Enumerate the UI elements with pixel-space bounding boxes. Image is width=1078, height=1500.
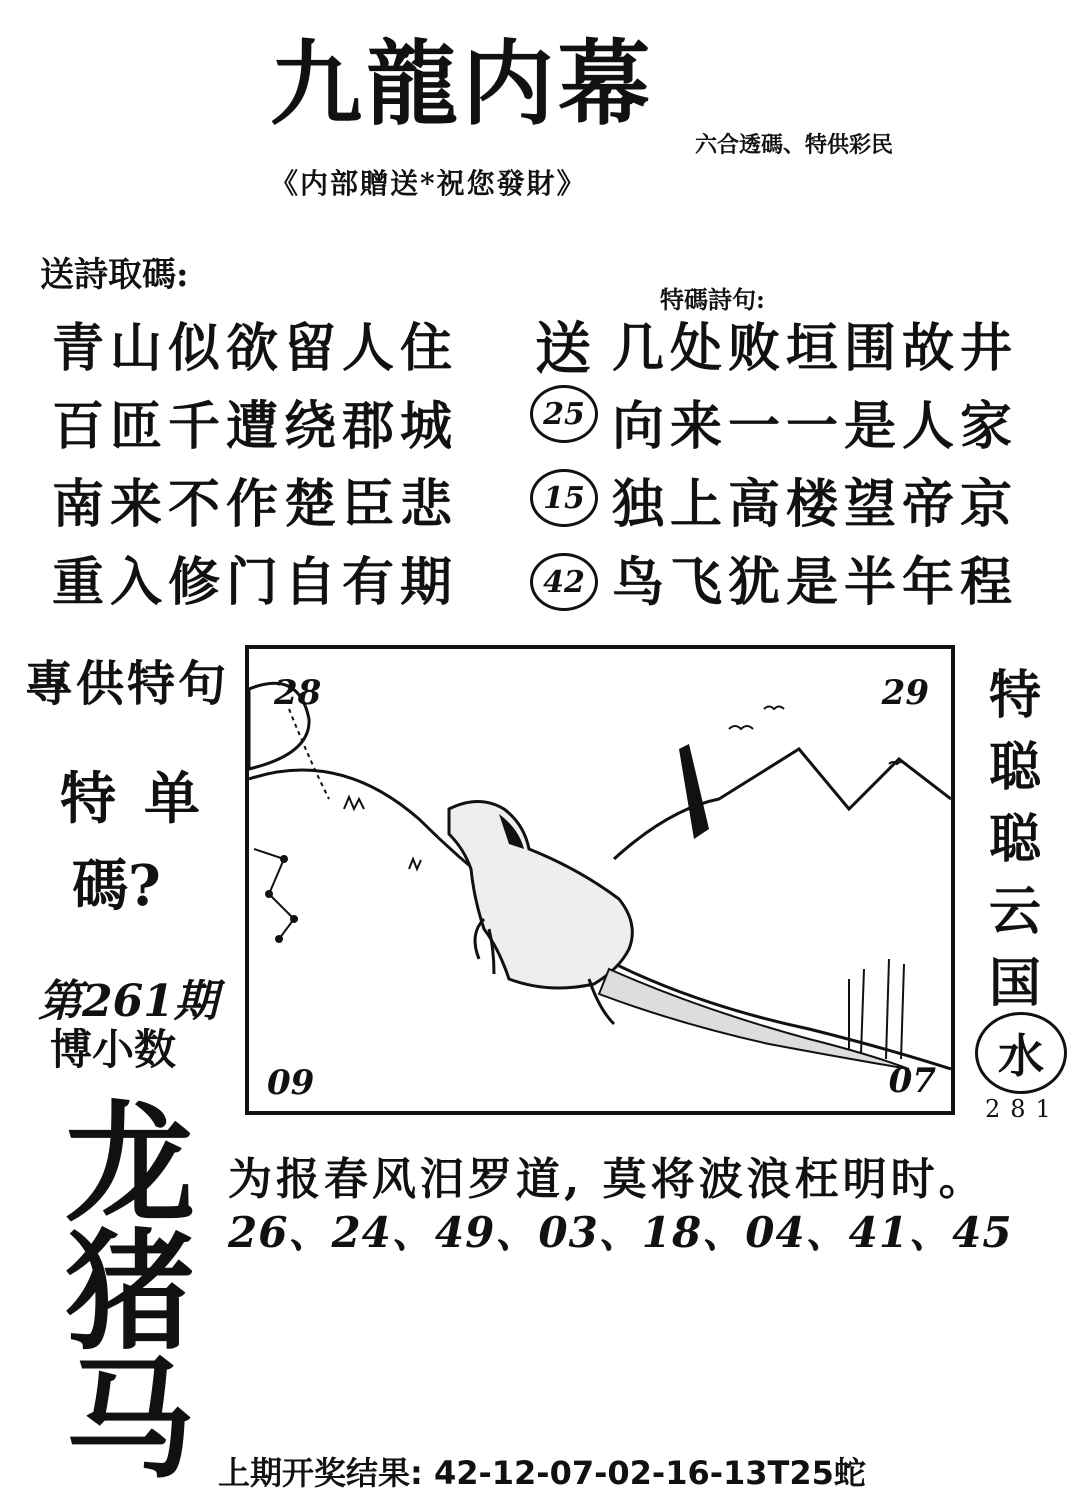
poem-line: 百匝千遭绕郡城: [52, 396, 459, 457]
zodiac-chars: [50, 1087, 210, 1496]
circled-numbers: [530, 385, 598, 637]
poem-line: 南来不作楚臣悲: [52, 474, 459, 535]
header-subtitle: 《内部贈送*祝您發財》: [270, 167, 587, 200]
circled-number: 42: [530, 553, 598, 611]
corner-number: 09: [267, 1063, 315, 1103]
circled-number: 15: [530, 469, 598, 527]
special-line-2: 特单: [60, 766, 228, 832]
zodiac-char: 猪: [64, 1215, 195, 1368]
circled-number: 25: [530, 385, 598, 443]
poem-left: [52, 310, 458, 622]
corner-number: 28: [274, 673, 322, 713]
side-char: 国: [988, 953, 1041, 1014]
clue-line: 鸟飞犹是半年程: [612, 552, 1019, 613]
poem-line: 青山似欲留人住: [52, 318, 459, 379]
poem-heading: 送詩取碼:: [40, 255, 189, 295]
corner-number: 07: [888, 1061, 936, 1101]
side-char: 云: [988, 881, 1041, 942]
corner-number: 29: [881, 673, 929, 713]
zodiac-char: 马: [64, 1343, 195, 1496]
page-title: 九龍内幕: [270, 30, 655, 138]
special-line-3: 碼?: [72, 853, 161, 919]
clue-line: 向来一一是人家: [612, 396, 1019, 457]
number-list: 26、24、49、03、18、04、41、45: [228, 1208, 1013, 1257]
special-heading: 專供特句: [25, 656, 230, 712]
issue-sub: 博小数: [50, 1025, 177, 1074]
side-char: 聪: [988, 737, 1041, 798]
zodiac-char: 龙: [64, 1087, 195, 1240]
poem-line: 重入修门自有期: [52, 552, 459, 613]
last-result: 上期开奖结果: 42-12-07-02-16-13T25蛇: [218, 1454, 866, 1492]
clue-line: 独上高楼望帝京: [612, 474, 1019, 535]
side-char: 聪: [988, 809, 1041, 870]
otter-illustration-icon: [249, 649, 951, 1111]
clue-line: 几处败垣围故井: [612, 318, 1019, 379]
header-slogan: 六合透碼、特供彩民: [695, 132, 894, 158]
side-chars: [985, 660, 1045, 1020]
illustration-frame: [245, 645, 955, 1115]
side-char: 特: [988, 665, 1041, 726]
send-label: 送: [535, 316, 591, 382]
bottom-poem: 为报春风汨罗道, 莫将波浪枉明时。: [228, 1154, 987, 1205]
issue-number: 第261期: [38, 976, 218, 1027]
element-badge: 水: [975, 1012, 1067, 1094]
poem-right: [612, 310, 1018, 622]
clue-heading: 特碼詩句:: [660, 285, 765, 314]
element-number: 281: [985, 1095, 1061, 1123]
